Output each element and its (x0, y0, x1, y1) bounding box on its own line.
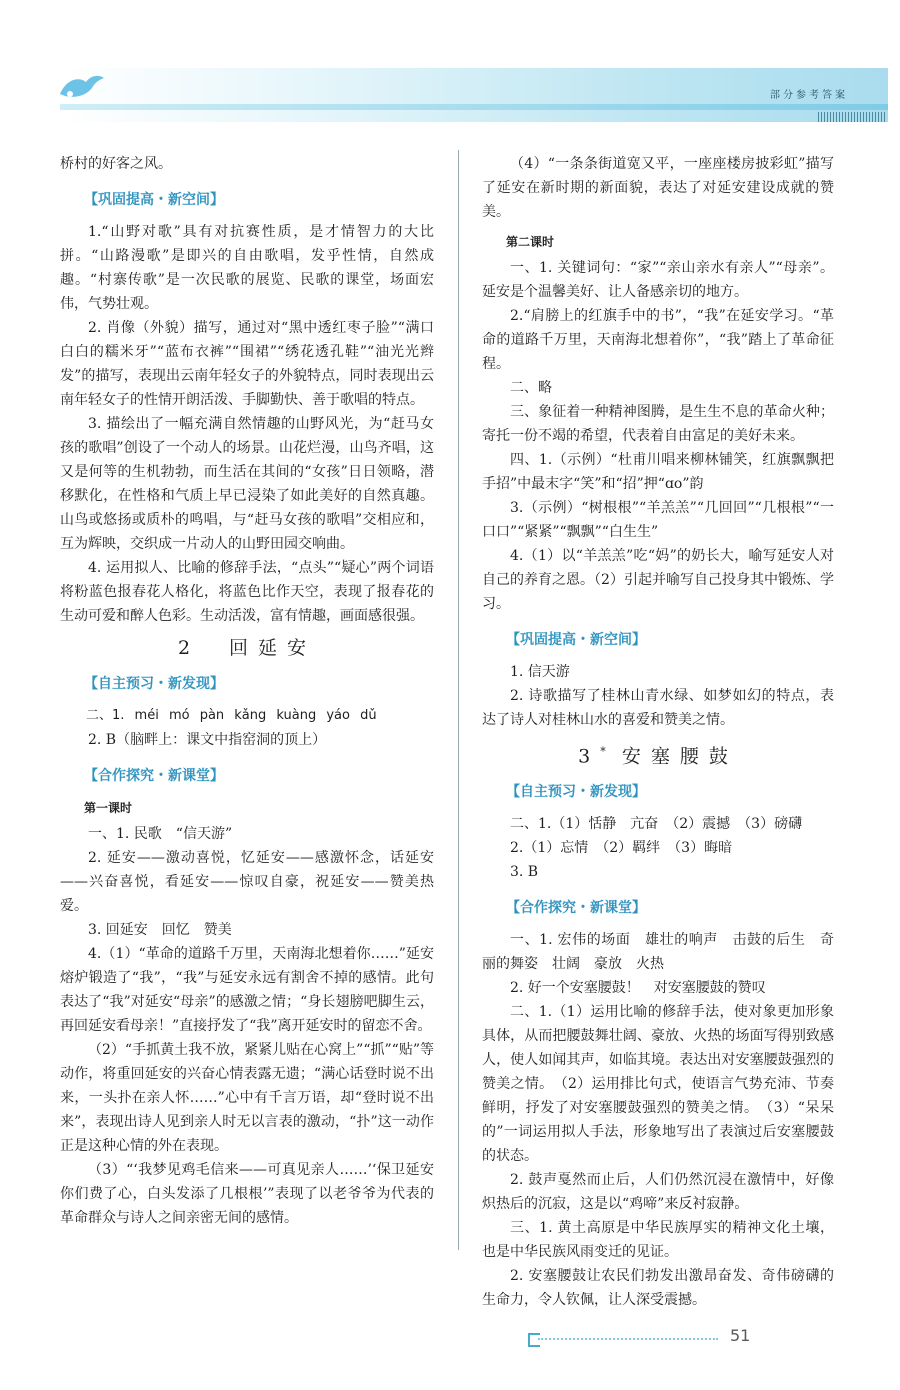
answer-item: 2. B（脑畔上：课文中指窑洞的顶上） (88, 732, 327, 748)
right-column (482, 152, 834, 1312)
section-heading: 【巩固提高・新空间】 (506, 632, 646, 648)
answer-item: 1. 信天游 (510, 664, 570, 680)
answer-item: 4.（1）“革命的道路千万里，天南海北想着你……”延安熔炉锻造了“我”，“我”与延安永远有割舍不掉的感情。此句表达了“我”对延安“母亲”的感激之情；“身长翅膀吧脚生云，再回延安看母亲！”直接抒发了“我”离开延安时的留恋不舍。 (60, 946, 434, 1034)
answer-item: 2.“肩膀上的红旗手中的书”，“我”在延安学习。“革命的道路千万里，天南海北想着你”，“我”踏上了革命征程。 (482, 308, 834, 372)
header-title: 部分参考答案 (770, 90, 848, 101)
answer-item: 2. 延安——激动喜悦，忆延安——感激怀念，话延安——兴奋喜悦，看延安——惊叹自豪，祝延安——赞美热爱。 (60, 850, 434, 914)
answer-item: 一、1. 民歌 “信天游” (88, 826, 233, 842)
answer-item: （2）“手抓黄土我不放，紧紧儿贴在心窝上”“抓”“贴”等动作，将重回延安的兴奋心情表露无遗；“满心话登时说不出来，一头扑在亲人怀……”心中有千言万语，却“登时说不出来”，表现出诗人见到亲人时无以言表的激动，“扑”这一动作正是这种心情的外在表现。 (60, 1042, 434, 1154)
answer-item: （4）“一条条街道宽又平，一座座楼房披彩虹”描写了延安在新时期的新面貌，表达了对延安建设成就的赞美。 (482, 156, 834, 220)
answer-item: 一、1. 关键词句：“家”“亲山亲水有亲人”“母亲”。延安是个温馨美好、让人备感亲切的地方。 (482, 260, 834, 300)
chapter-title (482, 740, 834, 768)
answer-item: 二、略 (510, 380, 552, 396)
chapter-star-mark: * (600, 745, 606, 758)
left-column (60, 152, 434, 1230)
lesson-subheading: 第一课时 (84, 801, 133, 815)
answer-item: 2. 诗歌描写了桂林山青水绿、如梦如幻的特点，表达了诗人对桂林山水的喜爱和赞美之情。 (482, 688, 834, 728)
answer-item: 4.（1）以“羊羔羔”吃“妈”的奶长大，喻写延安人对自己的养育之恩。（2）引起并喻写自己投身其中锻炼、学习。 (482, 548, 834, 612)
header-rule (60, 104, 888, 110)
answer-item: 2. 肖像（外貌）描写，通过对“黑中透红枣子脸”“满口白白的糯米牙”“蓝布衣裤”“围裙”“绣花透孔鞋”“油光光辫发”的描写，表现出云南年轻女子的外貌特点，同时表现出云南年轻女子的性情开朗活泼、手脚勤快、善于歌唱的特点。 (60, 320, 434, 408)
section-heading: 【巩固提高・新空间】 (84, 192, 224, 208)
answer-item: 3.（示例）“树根根”“羊羔羔”“几回回”“几根根”“一口口”“紧紧”“飘飘”“白生生” (482, 500, 834, 540)
pinyin-answer: 二、1. méi mó pàn kǎng kuàng yáo dǔ (86, 708, 377, 723)
answer-item: （3）“‘我梦见鸡毛信来——可真见亲人……’‘保卫延安你们费了心，白头发添了几根根’”表现了以老爷爷为代表的革命群众与诗人之间亲密无间的感情。 (60, 1162, 434, 1226)
answer-item: 2. 安塞腰鼓让农民们勃发出激昂奋发、奇伟磅礴的生命力，令人钦佩，让人深受震撼。 (482, 1268, 834, 1309)
answer-item: 1.“山野对歌”具有对抗赛性质，是才情智力的大比拼。“山路漫歌”是即兴的自由歌唱，发乎性情，自然成趣。“村寨传歌”是一次民歌的展览、民歌的课堂，场面宏伟，气势壮观。 (60, 224, 434, 312)
answer-item: 二、1.（1）恬静 亢奋 （2）震撼 （3）磅礴 (510, 816, 803, 833)
chapter-title: 2 回延安 (177, 637, 317, 659)
answer-item: 4. 运用拟人、比喻的修辞手法，“点头”“疑心”两个词语将粉蓝色报春花人格化，将蓝色比作天空，表现了报春花的生动可爱和醉人色彩。生动活泼，富有情趣，画面感很强。 (60, 560, 434, 624)
answer-item: 2. 好一个安塞腰鼓！ 对安塞腰鼓的赞叹 (510, 980, 766, 997)
header-barcode-strip (818, 112, 886, 122)
answer-item: 三、1. 黄土高原是中华民族厚实的精神文化土壤，也是中华民族风雨变迁的见证。 (482, 1220, 834, 1261)
footer-bracket-icon (528, 1333, 540, 1347)
answer-item: 3. 描绘出了一幅充满自然情趣的山野风光，为“赶马女孩的歌唱”创设了一个动人的场景。山花烂漫，山鸟齐唱，这又是何等的生机勃勃，而生活在其间的“女孩”日日领略，潜移默化，在性格和气质上早已浸染了如此美好的自然真趣。山鸟或悠扬或质朴的鸣唱，与“赶马女孩的歌唱”交相应和，互为辉映，交织成一片动人的山野田园交响曲。 (60, 416, 434, 552)
chapter-name: 安塞腰鼓 (621, 745, 738, 768)
answer-item: 二、1.（1）运用比喻的修辞手法，使对象更加形象具体，从而把腰鼓舞壮阔、豪放、火热的场面写得别致感人，使人如闻其声，如临其境。表达出对安塞腰鼓强烈的赞美之情。 （2）运用排比句式，使语言气势充沛、节奏鲜明，抒发了对安塞腰鼓强烈的赞美之情。 （3）“呆呆的”一词运用拟人手法，形象地写出了表演过后安塞腰鼓的状态。 (482, 1004, 834, 1165)
section-heading: 【自主预习・新发现】 (84, 676, 224, 692)
header-band (60, 68, 888, 122)
answer-item: 3. B (510, 864, 539, 881)
answer-item: 2.（1）忘情 （2）羁绊 （3）晦暗 (510, 840, 733, 857)
answer-item: 2. 鼓声戛然而止后，人们仍然沉浸在激情中，好像炽热后的沉寂，这是以“鸡啼”来反衬寂静。 (482, 1172, 834, 1213)
answer-item: 一、1. 宏伟的场面 雄壮的响声 击鼓的后生 奇丽的舞姿 壮阔 豪放 火热 (482, 932, 834, 973)
intro-line: 桥村的好客之风。 (60, 156, 172, 172)
page-number: 51 (730, 1326, 751, 1345)
column-divider (458, 150, 459, 1250)
chapter-number: 3 (578, 745, 601, 768)
answer-item: 3. 回延安 回忆 赞美 (88, 922, 232, 938)
section-heading: 【合作探究・新课堂】 (506, 900, 646, 917)
section-heading: 【自主预习・新发现】 (506, 784, 646, 801)
answer-item: 四、1.（示例）“杜甫川唱来柳林铺笑，红旗飘飘把手招”中最末字“笑”和“招”押“ɑo”韵 (482, 452, 834, 492)
bird-logo-icon (56, 70, 106, 106)
footer-dotted-line (538, 1338, 718, 1340)
section-heading: 【合作探究・新课堂】 (84, 768, 224, 784)
lesson-subheading: 第二课时 (506, 235, 555, 249)
answer-item: 三、象征着一种精神图腾，是生生不息的革命火种；寄托一份不竭的希望，代表着自由富足的美好未来。 (482, 404, 834, 444)
